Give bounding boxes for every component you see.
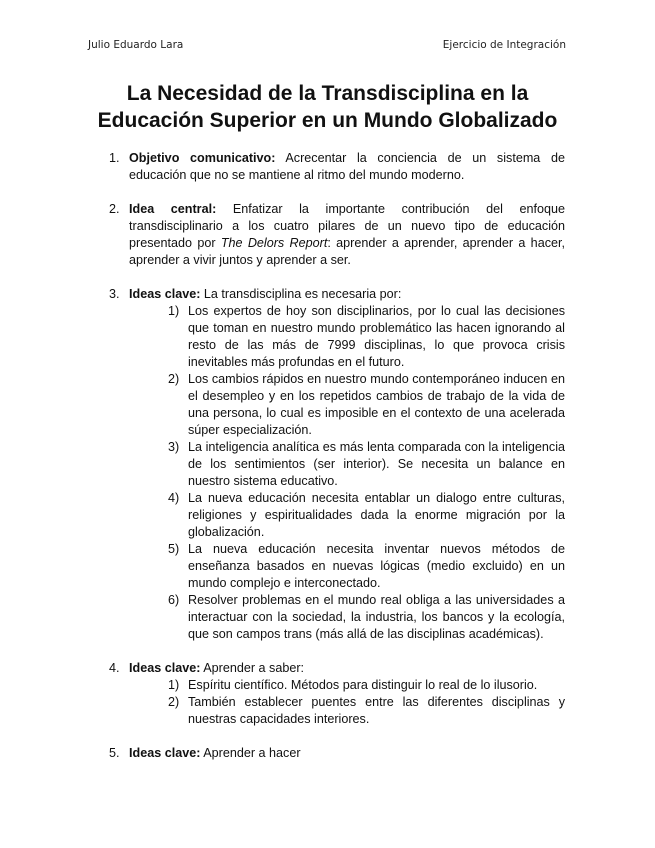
subitem bbox=[129, 541, 565, 592]
subitem bbox=[129, 303, 565, 371]
subitem-number: 1) bbox=[168, 678, 180, 692]
subitem bbox=[129, 439, 565, 490]
subitem bbox=[129, 371, 565, 439]
item-text: Acrecentar la conciencia de un sistema de educación que no se mantiene al ritmo del mundo moderno. bbox=[129, 151, 565, 182]
subitem-text: Resolver problemas en el mundo real obliga a las universidades a interactuar con la sociedad, la industria, los bancos y la ecología, que son campos trans (más allá de las disciplinas académicas). bbox=[188, 593, 565, 641]
subitem-text: La nueva educación necesita inventar nuevos métodos de enseñanza basados en nuevas lógicas (medio excluido) en un mundo complejo e interconectado. bbox=[188, 542, 565, 590]
header-author: Julio Eduardo Lara bbox=[88, 39, 184, 51]
subitem-number: 4) bbox=[168, 491, 180, 505]
item-number: 4. bbox=[109, 661, 120, 675]
item-label: Ideas clave: bbox=[129, 746, 201, 760]
document-body bbox=[109, 150, 565, 779]
list-item-1 bbox=[109, 150, 565, 184]
subitem bbox=[129, 694, 565, 728]
title-line-1: La Necesidad de la Transdisciplina en la bbox=[126, 82, 529, 105]
subitem-number: 2) bbox=[168, 372, 180, 386]
item-text: Enfatizar la importante contribución del enfoque transdisciplinario a los cuatro pilares de un nuevo tipo de educación presentado por bbox=[129, 202, 565, 250]
item-label: Ideas clave: bbox=[129, 287, 201, 301]
subitem-text: Los cambios rápidos en nuestro mundo contemporáneo inducen en el desempleo y en los repetidos cambios de trabajo de la vida de una persona, lo cual es imposible en el contexto de una acelerada súper especialización. bbox=[188, 372, 565, 437]
item-label: Objetivo comunicativo: bbox=[129, 151, 276, 165]
report-title: The Delors Report bbox=[220, 236, 328, 250]
subitem-text: Los expertos de hoy son disciplinarios, por lo cual las decisiones que toman en nuestro mundo problemático las hacen ignorando al resto de las más de 7999 disciplinas, lo que provoca crisis inevitables más profundas en el futuro. bbox=[188, 304, 565, 369]
item-text: Aprender a saber: bbox=[200, 661, 305, 675]
subitem-text: La inteligencia analítica es más lenta comparada con la inteligencia de los sentimientos (ser interior). Se necesita un balance en nuestro sistema educativo. bbox=[188, 440, 565, 488]
subitem-number: 3) bbox=[168, 440, 180, 454]
item-text: Aprender a hacer bbox=[200, 746, 301, 760]
subitem-number: 5) bbox=[168, 542, 180, 556]
subitem-number: 1) bbox=[168, 304, 180, 318]
subitem-text: La nueva educación necesita entablar un dialogo entre culturas, religiones y espiritualidades dada la enorme migración por la globalización. bbox=[188, 491, 565, 539]
item-text-after: : aprender a aprender, aprender a hacer, aprender a vivir juntos y aprender a ser. bbox=[129, 236, 565, 267]
item-label: Idea central: bbox=[129, 202, 217, 216]
subitem bbox=[129, 490, 565, 541]
item-label: Ideas clave: bbox=[129, 661, 201, 675]
subitem bbox=[129, 592, 565, 643]
subitem-number: 6) bbox=[168, 593, 180, 607]
subitem-number: 2) bbox=[168, 695, 180, 709]
item-number: 2. bbox=[109, 202, 120, 216]
subitem-text: También establecer puentes entre las diferentes disciplinas y nuestras capacidades interiores. bbox=[188, 695, 565, 726]
list-item-5 bbox=[109, 745, 565, 762]
title-line-2: Educación Superior en un Mundo Globalizado bbox=[97, 109, 558, 132]
subitem bbox=[129, 677, 565, 694]
subitem-text: Espíritu científico. Métodos para distinguir lo real de lo ilusorio. bbox=[188, 678, 538, 692]
item-number: 1. bbox=[109, 151, 120, 165]
list-item-4 bbox=[109, 660, 565, 728]
item-text: La transdisciplina es necesaria por: bbox=[200, 287, 402, 301]
item-number: 3. bbox=[109, 287, 120, 301]
list-item-3 bbox=[109, 286, 565, 643]
header-section: Ejercicio de Integración bbox=[442, 39, 566, 51]
list-item-2 bbox=[109, 201, 565, 269]
document-title bbox=[60, 80, 595, 134]
item-number: 5. bbox=[109, 746, 120, 760]
